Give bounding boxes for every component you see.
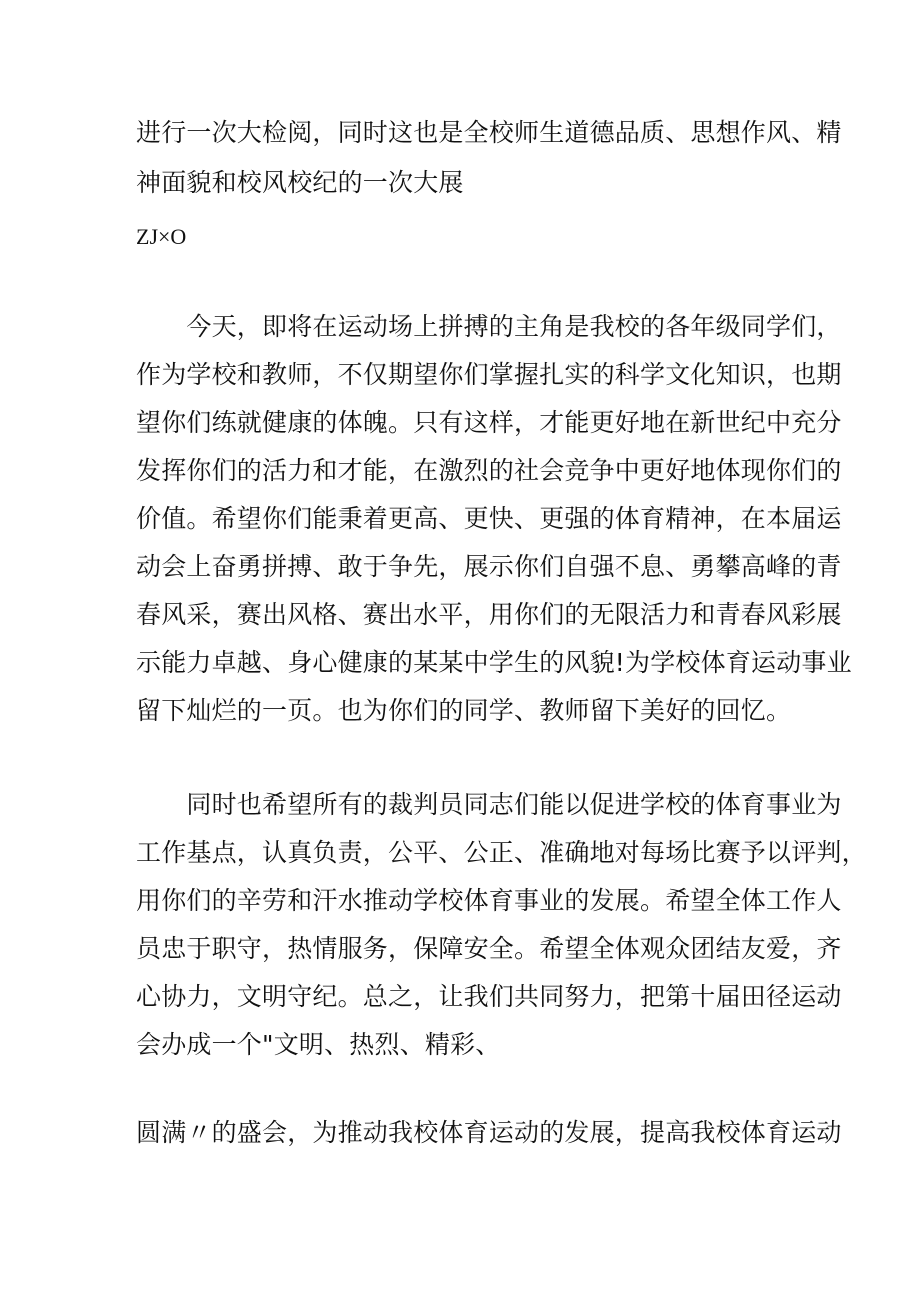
text-line: 留下灿烂的一页。也为你们的同学、教师留下美好的回忆。 — [136, 696, 792, 725]
text-line: 作为学校和教师，不仅期望你们掌握扎实的科学文化知识，也期 — [136, 360, 842, 389]
text-line: 心协力，文明守纪。总之，让我们共同努力，把第十届田径运动 — [136, 982, 842, 1011]
text-line: 用你们的辛劳和汗水推动学校体育事业的发展。希望全体工作人 — [136, 886, 842, 915]
text-line: 会办成一个"文明、热烈、精彩、 — [136, 1030, 501, 1059]
text-line: 同时也希望所有的裁判员同志们能以促进学校的体育事业为 — [136, 790, 842, 819]
text-line: 工作基点，认真负责，公平、公正、准确地对每场比赛予以评判， — [136, 838, 867, 867]
text-line: 望你们练就健康的体魄。只有这样，才能更好地在新世纪中充分 — [136, 408, 842, 437]
text-line: 春风采，赛出风格、赛出水平，用你们的无限活力和青春风彩展 — [136, 600, 842, 629]
text-line: 神面貌和校风校纪的一次大展 — [136, 168, 464, 197]
text-line: 示能力卓越、身心健康的某某中学生的风貌!为学校体育运动事业 — [136, 648, 852, 677]
text-line: 今天，即将在运动场上拼搏的主角是我校的各年级同学们， — [136, 312, 842, 341]
text-line: 价值。希望你们能秉着更高、更快、更强的体育精神，在本届运 — [136, 504, 842, 533]
text-line: 圆满〃的盛会，为推动我校体育运动的发展，提高我校体育运动 — [136, 1118, 842, 1147]
text-line: 发挥你们的活力和才能，在激烈的社会竞争中更好地体现你们的 — [136, 456, 842, 485]
text-line: 进行一次大检阅，同时这也是全校师生道德品质、思想作风、精 — [136, 118, 842, 147]
text-line: 动会上奋勇拼搏、敢于争先，展示你们自强不息、勇攀高峰的青 — [136, 552, 842, 581]
text-line: 员忠于职守，热情服务，保障安全。希望全体观众团结友爱，齐 — [136, 934, 842, 963]
marker-text: ZJ×O — [136, 224, 187, 249]
